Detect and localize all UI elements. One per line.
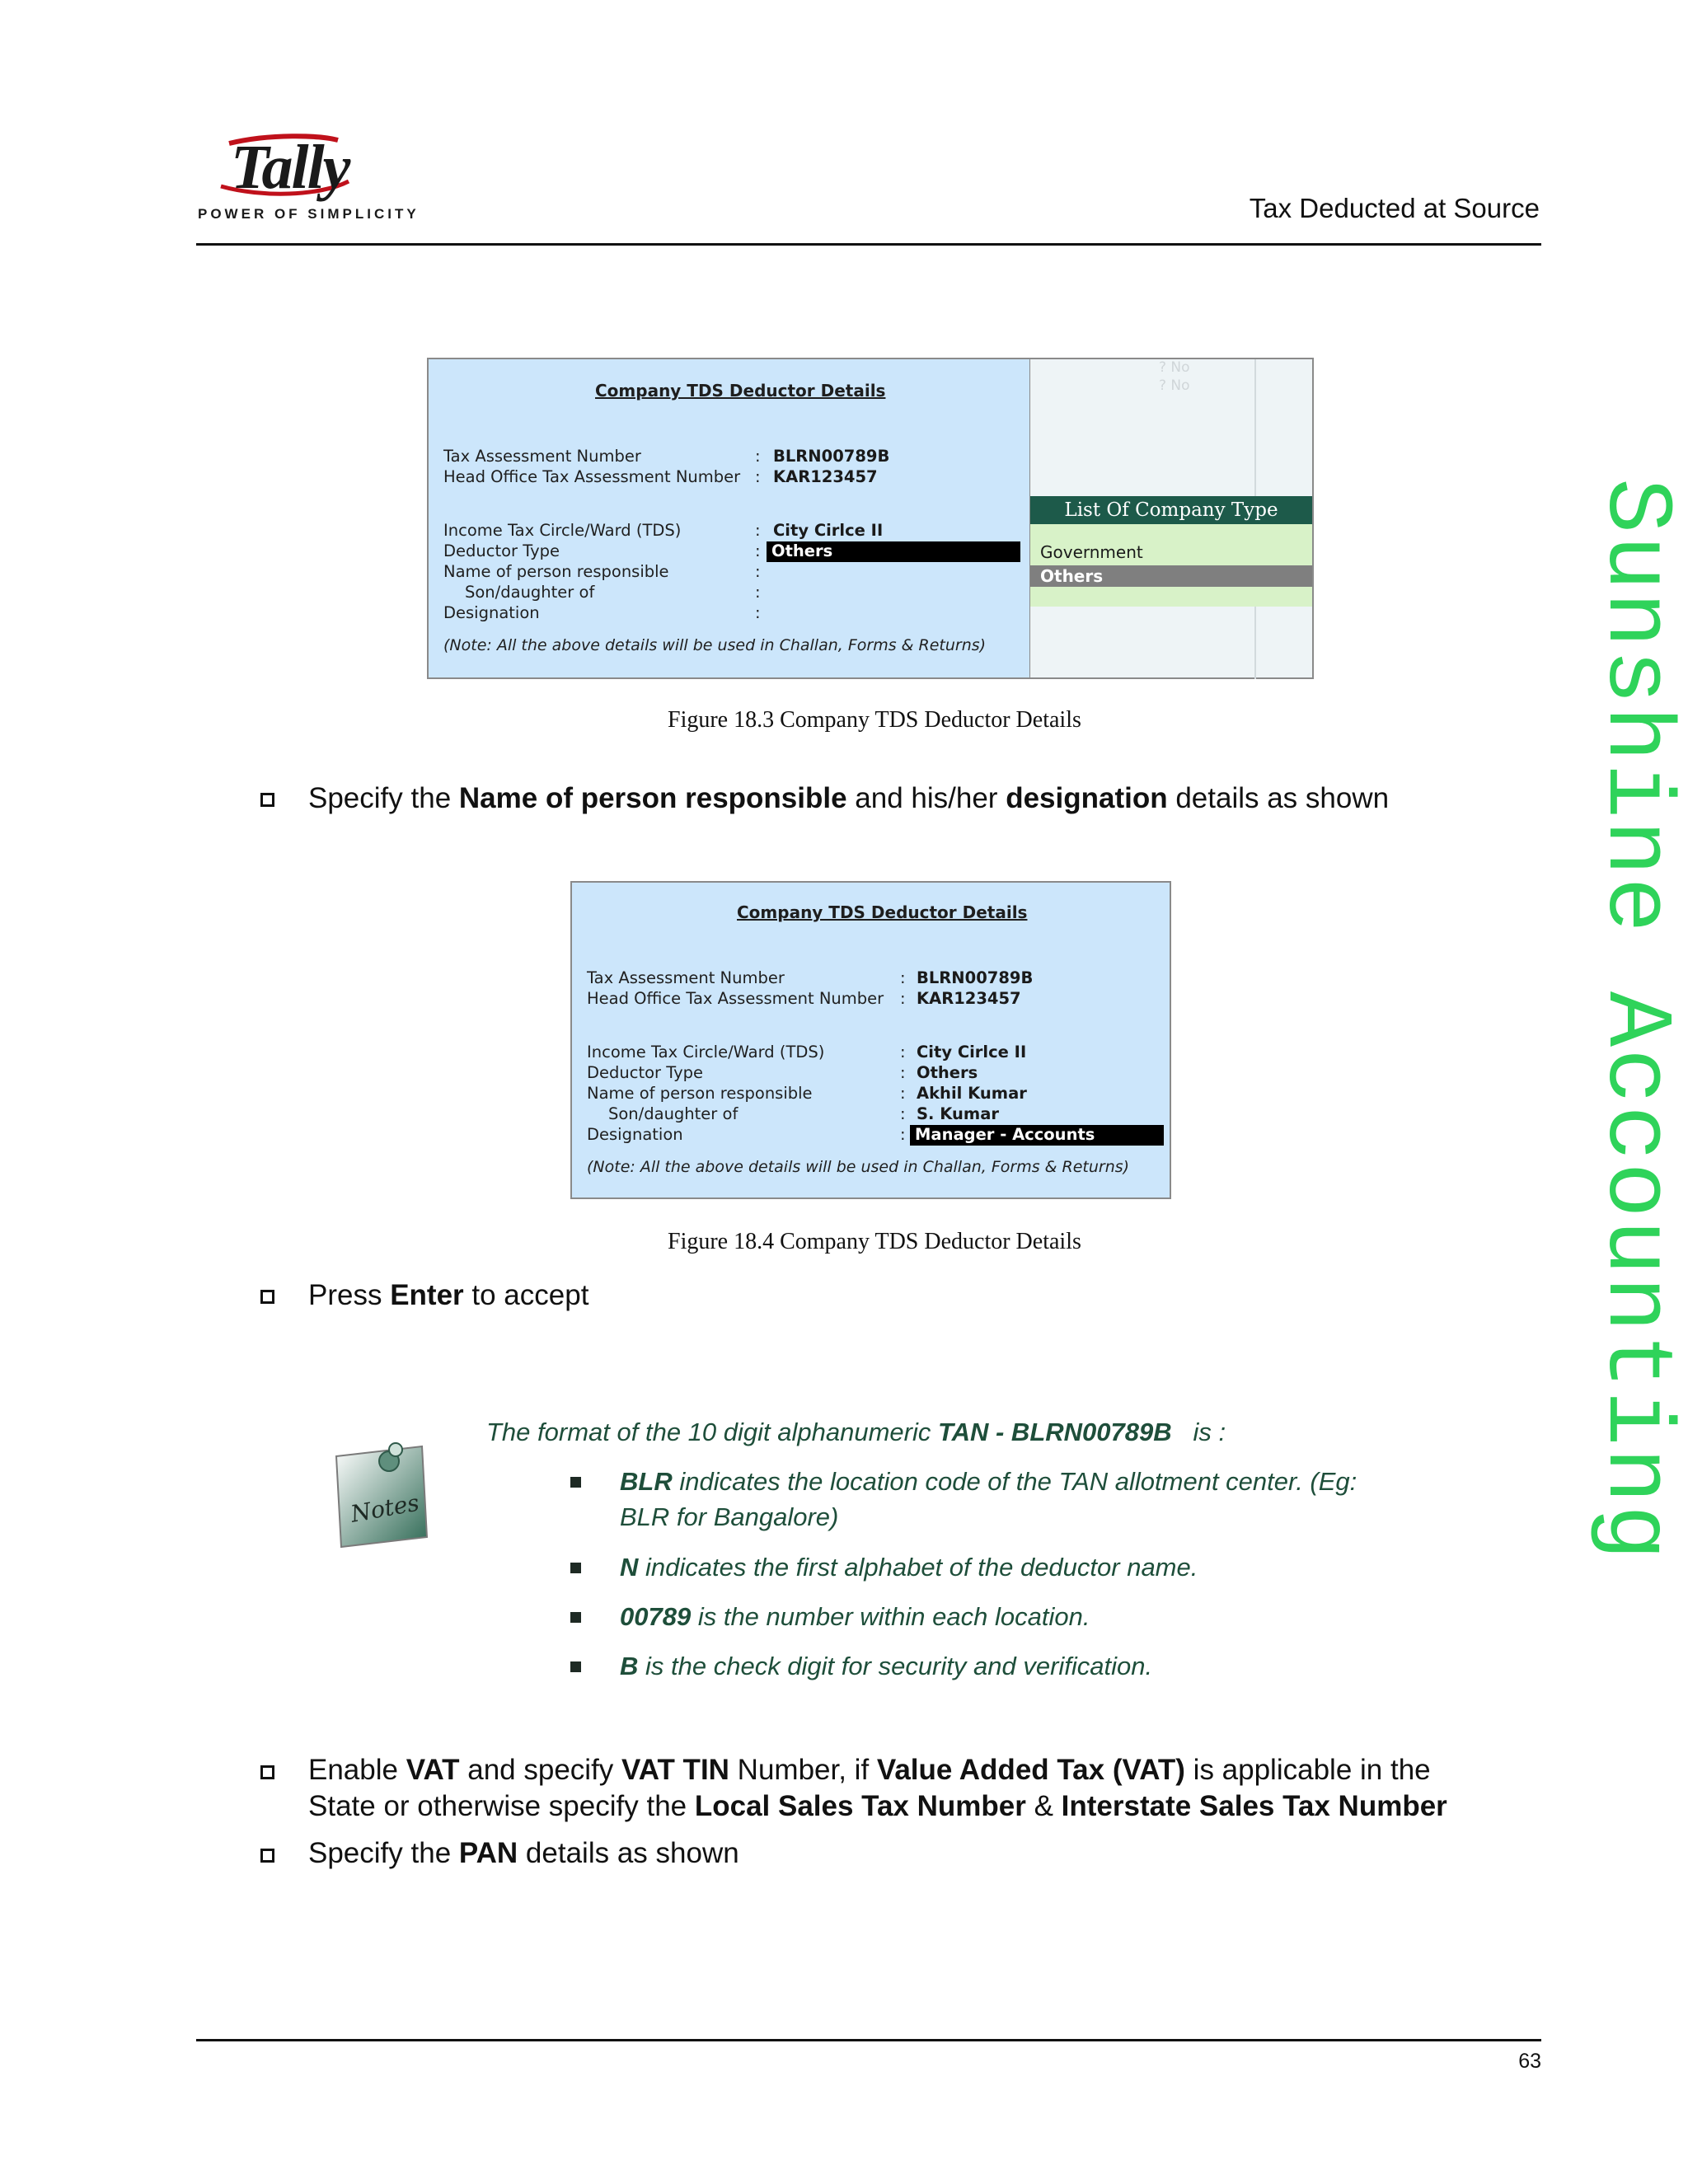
instruction-text: [308, 1752, 1528, 1825]
field-colon: :: [900, 1104, 906, 1123]
notes-intro: [486, 1414, 1226, 1450]
header-rule: [196, 243, 1541, 246]
field-colon: :: [900, 989, 906, 1008]
field-value[interactable]: City Cirlce II: [917, 1043, 1027, 1062]
bold-text: Value Added Tax (VAT): [876, 1754, 1185, 1786]
square-bullet-icon: [570, 1477, 581, 1488]
text: details as shown: [1167, 782, 1390, 814]
field-value[interactable]: City Cirlce II: [773, 521, 884, 540]
tds-deductor-screen-1: [427, 358, 1031, 679]
screen-note: (Note: All the above details will be used in Challan, Forms & Returns): [443, 636, 987, 654]
field-label: Son/daughter of: [465, 583, 595, 602]
field-label: Tax Assessment Number: [443, 447, 641, 466]
text: to accept: [463, 1279, 589, 1311]
bold-text: VAT: [406, 1754, 460, 1786]
bullet-icon: [260, 793, 274, 807]
notes-icon: [330, 1438, 429, 1545]
bold-text: B: [620, 1652, 639, 1680]
field-colon: :: [755, 603, 761, 622]
bullet-icon: [260, 1765, 274, 1779]
field-colon: :: [900, 1043, 906, 1062]
ghost-text: ? No: [1159, 359, 1190, 376]
field-colon: :: [900, 1063, 906, 1082]
text: Specify the: [308, 1837, 459, 1869]
bold-text: N: [620, 1553, 639, 1582]
notes-item: [620, 1464, 1444, 1535]
text: details as shown: [518, 1837, 739, 1869]
field-colon: :: [755, 583, 761, 602]
deductor-type-input[interactable]: Others: [767, 541, 1020, 562]
field-label: Head Office Tax Assessment Number: [443, 467, 741, 486]
text: indicates the first alphabet of the deductor name.: [638, 1553, 1198, 1582]
notes-icon-label: Notes: [349, 1488, 422, 1528]
text: Press: [308, 1279, 391, 1311]
field-label: Income Tax Circle/Ward (TDS): [443, 521, 682, 540]
text: indicates the location code of the TAN allotment center. (Eg:: [672, 1467, 1357, 1496]
list-item-government[interactable]: Government: [1040, 542, 1143, 562]
field-label: Designation: [587, 1125, 683, 1144]
text: and his/her: [846, 782, 1006, 814]
screen-note: (Note: All the above details will be used in Challan, Forms & Returns): [587, 1158, 1130, 1176]
company-type-panel: [1030, 358, 1314, 679]
text: and specify: [459, 1754, 622, 1786]
text: is the check digit for security and verification.: [638, 1652, 1153, 1680]
text: Specify the: [308, 782, 459, 814]
screen-title: Company TDS Deductor Details: [737, 902, 1028, 922]
bold-text: Local Sales Tax Number: [694, 1790, 1026, 1822]
notes-item: [620, 1549, 1198, 1585]
tds-deductor-screen-2: [570, 881, 1171, 1199]
page-number: 63: [1518, 2050, 1541, 2073]
field-label: Son/daughter of: [608, 1104, 738, 1123]
field-value[interactable]: BLRN00789B: [773, 447, 890, 466]
figure-caption: Figure 18.4 Company TDS Deductor Details: [668, 1229, 1081, 1254]
bold-text: VAT TIN: [621, 1754, 729, 1786]
text: is the number within each location.: [691, 1602, 1090, 1631]
field-value[interactable]: Akhil Kumar: [917, 1084, 1027, 1103]
square-bullet-icon: [570, 1612, 581, 1623]
bold-text: PAN: [458, 1837, 518, 1869]
field-colon: :: [755, 562, 761, 581]
ghost-text: ? No: [1159, 377, 1190, 394]
field-colon: :: [900, 1125, 906, 1144]
field-colon: :: [900, 1084, 906, 1103]
list-title: List Of Company Type: [1030, 496, 1312, 524]
text: is :: [1171, 1418, 1226, 1446]
square-bullet-icon: [570, 1661, 581, 1672]
field-colon: :: [900, 968, 906, 987]
field-colon: :: [755, 521, 761, 540]
text: Enable: [308, 1754, 406, 1786]
logo-word: Tally: [231, 133, 349, 202]
field-value[interactable]: S. Kumar: [917, 1104, 999, 1123]
field-label: Income Tax Circle/Ward (TDS): [587, 1043, 825, 1062]
text: BLR for Bangalore): [620, 1502, 839, 1531]
text: is applicable in the: [1184, 1754, 1431, 1786]
field-value[interactable]: KAR123457: [773, 467, 878, 486]
bold-text: Enter: [390, 1279, 464, 1311]
field-label: Name of person responsible: [587, 1084, 813, 1103]
bold-text: BLR: [620, 1467, 673, 1496]
field-label: Designation: [443, 603, 540, 622]
field-label: Tax Assessment Number: [587, 968, 785, 987]
instruction-text: [308, 780, 1389, 817]
instruction-text: [308, 1277, 588, 1314]
text: Number, if: [729, 1754, 877, 1786]
bold-text: Name of person responsible: [458, 782, 847, 814]
screen-title: Company TDS Deductor Details: [595, 381, 886, 401]
bold-text: designation: [1006, 782, 1168, 814]
list-item-others[interactable]: Others: [1030, 565, 1312, 587]
bold-text: Interstate Sales Tax Number: [1061, 1790, 1447, 1822]
field-colon: :: [755, 541, 761, 560]
square-bullet-icon: [570, 1563, 581, 1573]
field-colon: :: [755, 467, 761, 486]
footer-rule: [196, 2039, 1541, 2041]
bold-text: 00789: [620, 1602, 692, 1631]
notes-item: [620, 1648, 1152, 1684]
bullet-icon: [260, 1290, 274, 1304]
figure-caption: Figure 18.3 Company TDS Deductor Details: [668, 707, 1081, 733]
section-title: Tax Deducted at Source: [1249, 193, 1540, 223]
watermark: Sunshine Accounting: [1582, 478, 1687, 1563]
designation-input[interactable]: Manager - Accounts: [910, 1125, 1164, 1146]
field-label: Head Office Tax Assessment Number: [587, 989, 884, 1008]
field-label: Deductor Type: [587, 1063, 704, 1082]
field-value[interactable]: KAR123457: [917, 989, 1021, 1008]
field-value[interactable]: BLRN00789B: [917, 968, 1034, 987]
bullet-icon: [260, 1849, 274, 1863]
logo-tagline: POWER OF SIMPLICITY: [198, 206, 420, 222]
instruction-text: [308, 1835, 739, 1872]
field-label: Name of person responsible: [443, 562, 669, 581]
field-value[interactable]: Others: [917, 1063, 978, 1082]
field-label: Deductor Type: [443, 541, 560, 560]
field-colon: :: [755, 447, 761, 466]
text: &: [1025, 1790, 1062, 1822]
text: State or otherwise specify the: [308, 1790, 695, 1822]
text: The format of the 10 digit alphanumeric: [486, 1418, 938, 1446]
notes-item: [620, 1599, 1090, 1634]
bold-text: TAN - BLRN00789B: [937, 1418, 1172, 1446]
